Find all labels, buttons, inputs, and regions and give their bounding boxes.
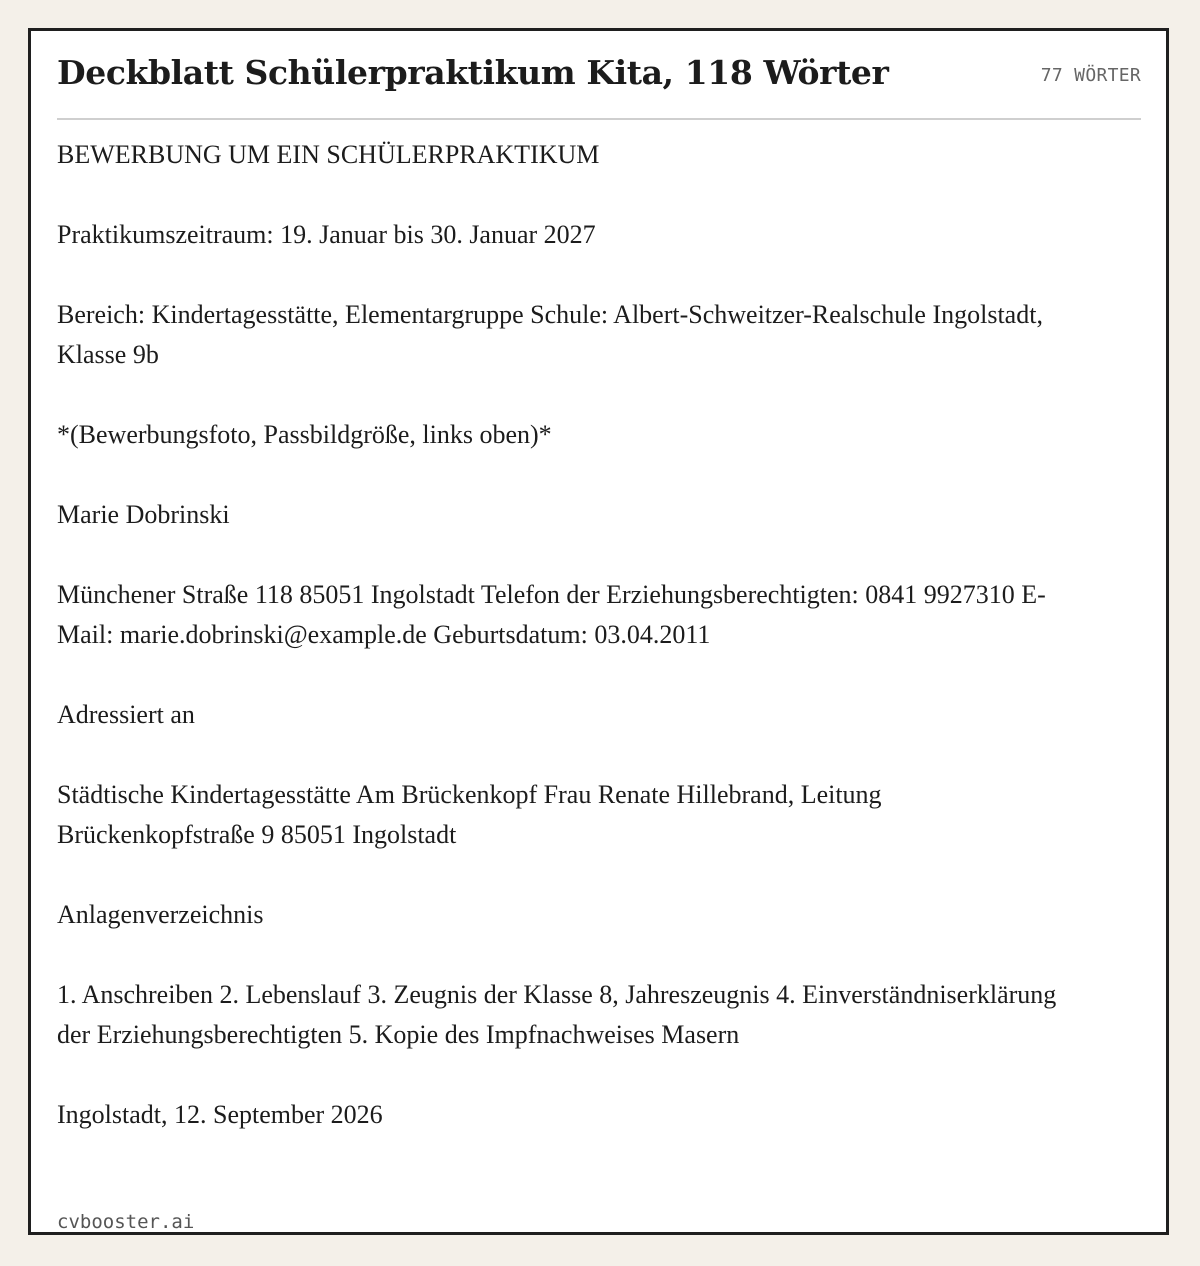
attachments-list: 1. Anschreiben 2. Lebenslauf 3. Zeugnis der Klasse 8, Jahreszeugnis 4. Einverständniserklärung der Erziehungsberechtigten 5. Kopie des Impfnachweises Masern	[57, 980, 1057, 1049]
word-count-badge: 77 WÖRTER	[1040, 65, 1141, 86]
document-card	[28, 28, 1169, 1235]
document-body	[57, 135, 1067, 1135]
internship-period: Praktikumszeitraum: 19. Januar bis 30. Januar 2027	[57, 220, 596, 249]
footer-brand: cvbooster.ai	[57, 1211, 195, 1233]
attachments-heading: Anlagenverzeichnis	[57, 900, 264, 929]
area-and-school: Bereich: Kindertagesstätte, Elementargruppe Schule: Albert-Schweitzer-Realschule Ingolstadt, Klasse 9b	[57, 300, 1043, 369]
applicant-contact: Münchener Straße 118 85051 Ingolstadt Telefon der Erziehungsberechtigten: 0841 9927310 E-Mail: marie.dobrinski@example.de Geburtsdatum: 03.04.2011	[57, 580, 1046, 649]
place-and-date: Ingolstadt, 12. September 2026	[57, 1100, 383, 1129]
applicant-name: Marie Dobrinski	[57, 500, 230, 529]
heading-application: BEWERBUNG UM EIN SCHÜLERPRAKTIKUM	[57, 140, 600, 169]
recipient-address: Städtische Kindertagesstätte Am Brückenkopf Frau Renate Hillebrand, Leitung Brückenkopfstraße 9 85051 Ingolstadt	[57, 780, 882, 849]
document-header	[57, 31, 1141, 120]
photo-placeholder-note: *(Bewerbungsfoto, Passbildgröße, links oben)*	[57, 420, 552, 449]
document-title: Deckblatt Schülerpraktikum Kita, 118 Wörter	[57, 53, 889, 92]
addressed-to-label: Adressiert an	[57, 700, 195, 729]
